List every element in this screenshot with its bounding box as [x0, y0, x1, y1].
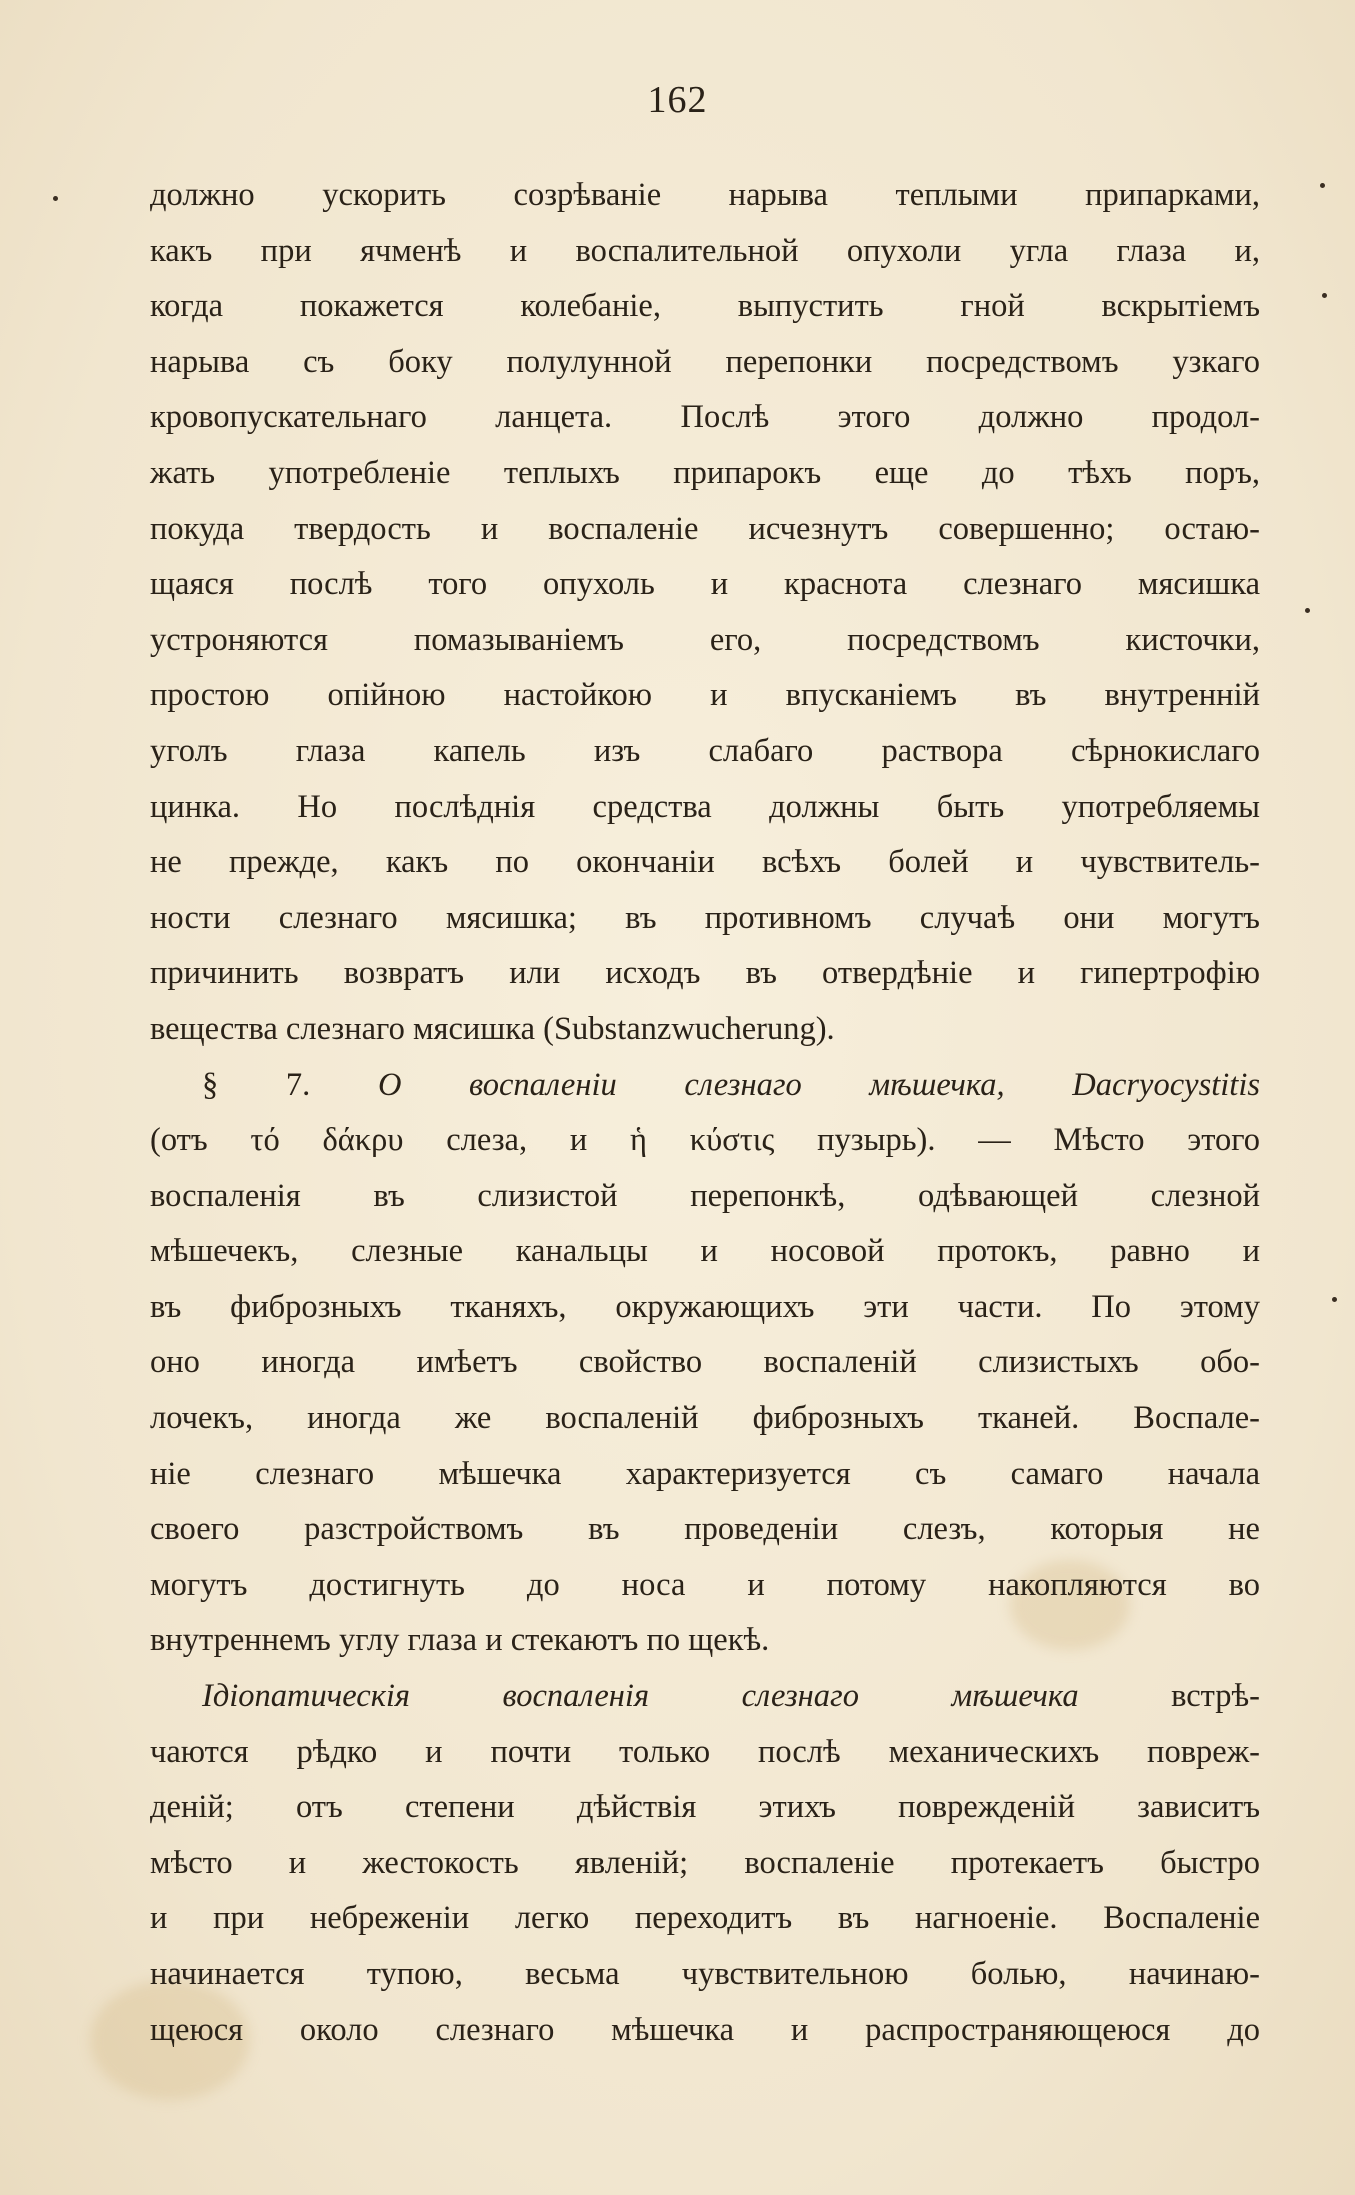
- text-line: воспаленія въ слизистой перепонкѣ, одѣвающей слезной: [150, 1177, 1260, 1214]
- text-line: покуда твердость и воспаленіе исчезнутъ совершенно; остаю-: [150, 510, 1260, 547]
- text-line: начинается тупою, весьма чувствительною болью, начинаю-: [150, 1956, 1260, 1992]
- text-line: простою опійною настойкою и впусканіемъ въ внутренній: [150, 677, 1260, 714]
- text-line: кровопускательнаго ланцета. Послѣ этого должно продол-: [150, 399, 1260, 436]
- page-number: 162: [647, 79, 708, 121]
- paragraph-start: [150, 1669, 1260, 1725]
- text-line: щаяся послѣ того опухоль и краснота слезнаго мясишка: [150, 566, 1260, 603]
- ink-speck: [1332, 1297, 1337, 1302]
- ink-speck: [1322, 293, 1327, 298]
- italic-phrase: Ідіопатическія воспаленія слезнаго мѣшечка: [202, 1678, 1079, 1715]
- text-line: лочекъ, иногда же воспаленій фиброзныхъ тканей. Воспале-: [150, 1400, 1260, 1437]
- text-run: встрѣ-: [1078, 1678, 1260, 1715]
- text-line: вещества слезнаго мясишка (Substanzwucherung).: [150, 1010, 835, 1047]
- text-line: не прежде, какъ по окончаніи всѣхъ болей и чувствитель-: [150, 844, 1260, 881]
- text-line: уголъ глаза капель изъ слабаго раствора сѣрнокислаго: [150, 732, 1260, 769]
- text-line: оно иногда имѣетъ свойство воспаленій слизистыхъ обо-: [150, 1344, 1260, 1381]
- text-line: устроняются помазываніемъ его, посредствомъ кисточки,: [150, 621, 1260, 658]
- text-line: должно ускорить созрѣваніе нарыва теплыми припарками,: [150, 177, 1260, 213]
- etymology-line: (отъ τό δάκρυ слеза, и ἡ κύστις пузырь). — Мѣсто этого: [150, 1122, 1260, 1159]
- text-line: чаются рѣдко и почти только послѣ механическихъ повреж-: [150, 1733, 1260, 1770]
- text-line: нарыва съ боку полулунной перепонки посредствомъ узкаго: [150, 343, 1260, 380]
- body-text: [150, 168, 1260, 2058]
- text-line: деній; отъ степени дѣйствія этихъ поврежденій зависитъ: [150, 1789, 1260, 1826]
- text-line: въ фиброзныхъ тканяхъ, окружающихъ эти части. По этому: [150, 1288, 1260, 1325]
- section-heading: [150, 1058, 1260, 1114]
- text-line: жать употребленіе теплыхъ припарокъ еще до тѣхъ поръ,: [150, 454, 1260, 491]
- ink-speck: [1305, 608, 1310, 613]
- text-line: мѣшечекъ, слезные канальцы и носовой протокъ, равно и: [150, 1233, 1260, 1270]
- text-line: цинка. Но послѣднія средства должны быть употребляемы: [150, 788, 1260, 825]
- text-line: ности слезнаго мясишка; въ противномъ случаѣ они могутъ: [150, 899, 1260, 936]
- section-title: О воспаленіи слезнаго мѣшечка, Dacryocystitis: [377, 1066, 1261, 1103]
- text-line: ніе слезнаго мѣшечка характеризуется съ самаго начала: [150, 1455, 1260, 1492]
- text-line: могутъ достигнуть до носа и потому накопляются во: [150, 1566, 1260, 1603]
- text-line: щеюся около слезнаго мѣшечка и распространяющеюся до: [150, 2011, 1260, 2048]
- ink-speck: [1320, 183, 1325, 188]
- text-line: внутреннемъ углу глаза и стекаютъ по щекѣ.: [150, 1622, 770, 1659]
- section-mark: § 7.: [202, 1066, 311, 1103]
- text-line: какъ при ячменѣ и воспалительной опухоли угла глаза и,: [150, 232, 1260, 269]
- ink-speck: [53, 196, 58, 201]
- text-line: когда покажется колебаніе, выпустить гной вскрытіемъ: [150, 288, 1260, 325]
- text-line: причинить возвратъ или исходъ въ отвердѣніе и гипертрофію: [150, 955, 1260, 992]
- text-line: и при небреженіи легко переходитъ въ нагноеніе. Воспаленіе: [150, 1900, 1260, 1937]
- text-line: мѣсто и жестокость явленій; воспаленіе протекаетъ быстро: [150, 1844, 1260, 1881]
- text-line: своего разстройствомъ въ проведеніи слезъ, которыя не: [150, 1511, 1260, 1548]
